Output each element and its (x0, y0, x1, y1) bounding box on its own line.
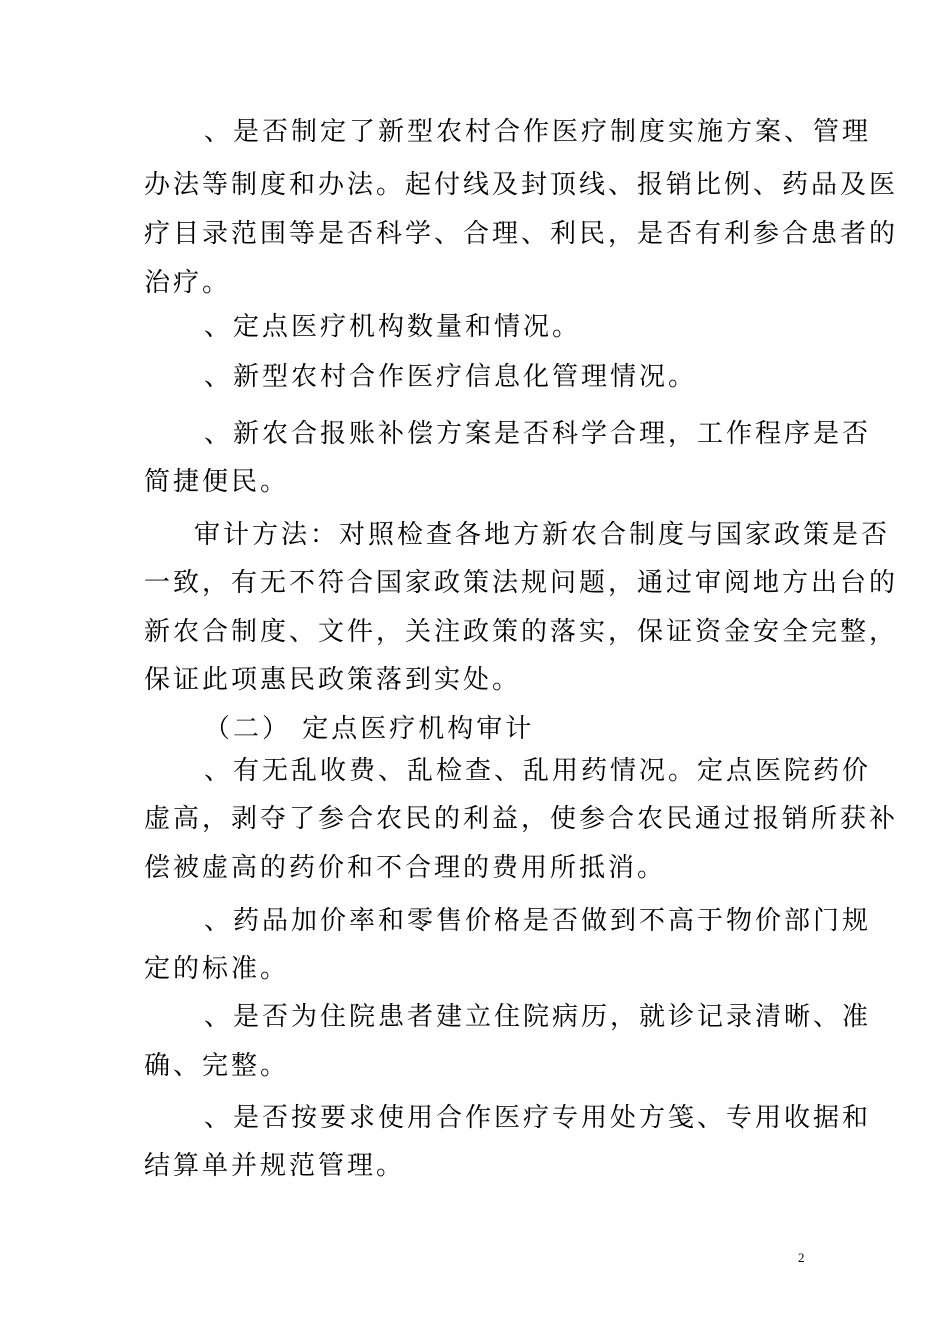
paragraph-line: 保证此项惠民政策落到实处。 (144, 665, 522, 695)
paragraph-line: 一致，有无不符合国家政策法规问题，通过审阅地方出台的 (144, 568, 899, 598)
paragraph-line: 疗目录范围等是否科学、合理、利民，是否有利参合患者的 (144, 219, 899, 249)
paragraph-line: 、新农合报账补偿方案是否科学合理，工作程序是否 (204, 419, 872, 449)
paragraph-line: 、是否制定了新型农村合作医疗制度实施方案、管理 (204, 117, 872, 147)
paragraph-line: 、新型农村合作医疗信息化管理情况。 (204, 362, 698, 392)
paragraph-line: 治疗。 (144, 268, 232, 298)
paragraph-line: 偿被虚高的药价和不合理的费用所抵消。 (144, 853, 667, 883)
paragraph-line: 、是否为住院患者建立住院病历，就诊记录清晰、准 (204, 1002, 872, 1032)
paragraph-line: 审计方法：对照检查各地方新农合制度与国家政策是否 (194, 520, 891, 550)
paragraph-line: 简捷便民。 (144, 467, 290, 497)
section-heading: （二） 定点医疗机构审计 (204, 714, 535, 744)
paragraph-line: 、定点医疗机构数量和情况。 (204, 312, 582, 342)
paragraph-line: 办法等制度和办法。起付线及封顶线、报销比例、药品及医 (144, 170, 899, 200)
paragraph-line: 新农合制度、文件，关注政策的落实，保证资金安全完整， (144, 617, 899, 647)
paragraph-line: 结算单并规范管理。 (144, 1151, 406, 1181)
paragraph-line: 虚高，剥夺了参合农民的利益，使参合农民通过报销所获补 (144, 804, 899, 834)
paragraph-line: 、有无乱收费、乱检查、乱用药情况。定点医院药价 (204, 756, 872, 786)
page-number: 2 (798, 1250, 805, 1265)
paragraph-line: 确、完整。 (144, 1051, 290, 1081)
paragraph-line: 、是否按要求使用合作医疗专用处方笺、专用收据和 (204, 1103, 872, 1133)
paragraph-line: 定的标准。 (144, 954, 290, 984)
paragraph-line: 、药品加价率和零售价格是否做到不高于物价部门规 (204, 906, 872, 936)
